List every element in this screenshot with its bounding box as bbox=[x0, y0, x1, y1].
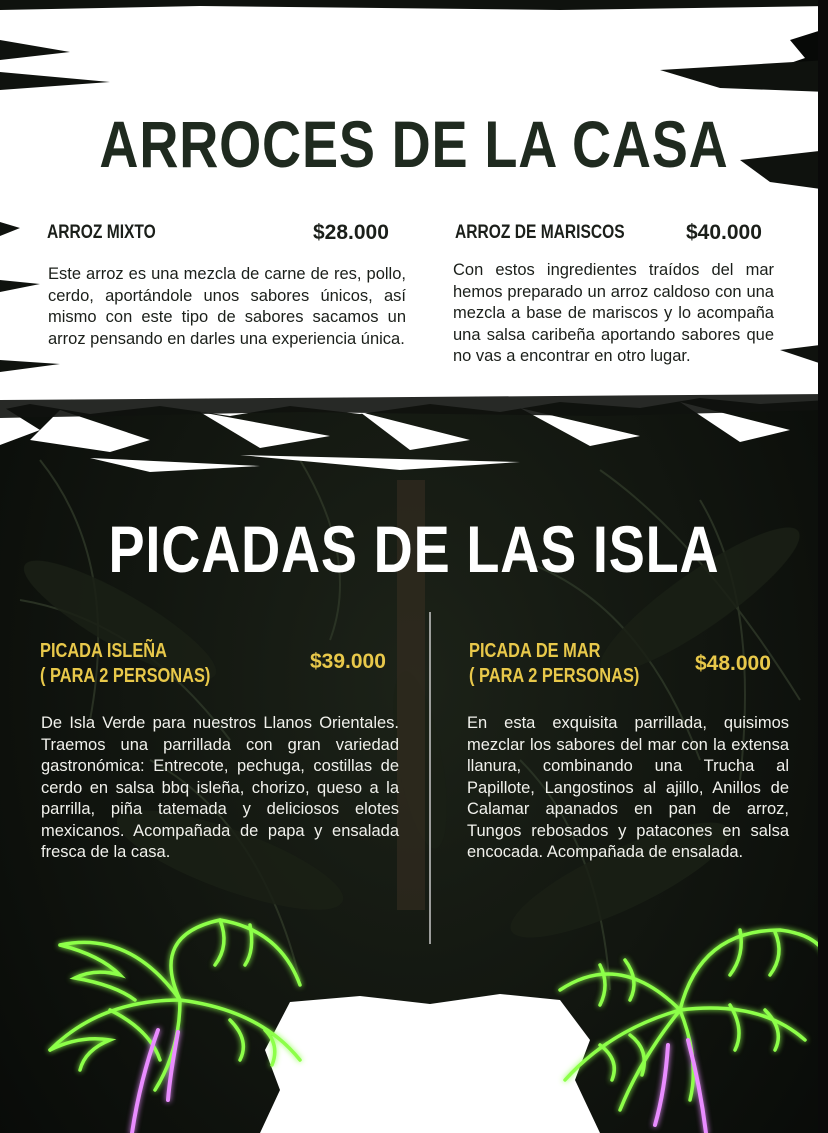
page-edge bbox=[818, 0, 828, 1133]
item-description-arroz-mariscos: Con estos ingredientes traídos del mar hemos preparado un arroz caldoso con una mezcla a base de mariscos y lo acompaña una salsa caribeña aportando sabores que no vas a encontrar en otro lugar. bbox=[453, 261, 774, 365]
item-price-arroz-mariscos: $40.000 bbox=[686, 221, 762, 244]
item-price-arroz-mixto: $28.000 bbox=[313, 221, 389, 244]
item-name-picada-mar: PICADA DE MAR bbox=[469, 640, 601, 662]
brush-stroke-bottom bbox=[260, 994, 600, 1133]
item-price-picada-mar: $48.000 bbox=[695, 652, 771, 675]
item-price-picada-islena: $39.000 bbox=[310, 650, 386, 673]
item-name-arroz-mixto: ARROZ MIXTO bbox=[47, 222, 156, 243]
item-description-picada-mar: En esta exquisita parrillada, quisimos mezclar los sabores del mar con la extensa llanura, combinando una Trucha al Papillote, Langostinos al ajillo, Anillos de Calamar apanados en pan de arroz, Tungos rebosados y patacones en salsa encocada. Acompañada de ensalada. bbox=[467, 714, 789, 861]
section-title-picadas: PICADAS DE LAS ISLA bbox=[108, 512, 720, 586]
item-name-arroz-mariscos: ARROZ DE MARISCOS bbox=[455, 222, 625, 243]
column-divider bbox=[429, 612, 431, 944]
section-title-arroces: ARROCES DE LA CASA bbox=[99, 107, 729, 181]
item-name-picada-islena: PICADA ISLEÑA bbox=[40, 640, 167, 662]
item-serving-picada-mar: ( PARA 2 PERSONAS) bbox=[469, 665, 640, 687]
item-description-arroz-mixto: Este arroz es una mezcla de carne de res, pollo, cerdo, aportándole unos sabores únicos, así mismo con este tipo de sabores sacamos un arroz pensando en darles una experiencia única. bbox=[48, 265, 406, 348]
item-description-picada-islena: De Isla Verde para nuestros Llanos Orientales. Traemos una parrillada con gran variedad gastronómica: Entrecote, pechuga, costillas de cerdo en salsa bbq isleña, chorizo, queso a la parrilla, piña tatemada y deliciosos elotes mexicanos. Acompañada de papa y ensalada fresca de la casa. bbox=[41, 714, 399, 861]
item-serving-picada-islena: ( PARA 2 PERSONAS) bbox=[40, 665, 211, 687]
